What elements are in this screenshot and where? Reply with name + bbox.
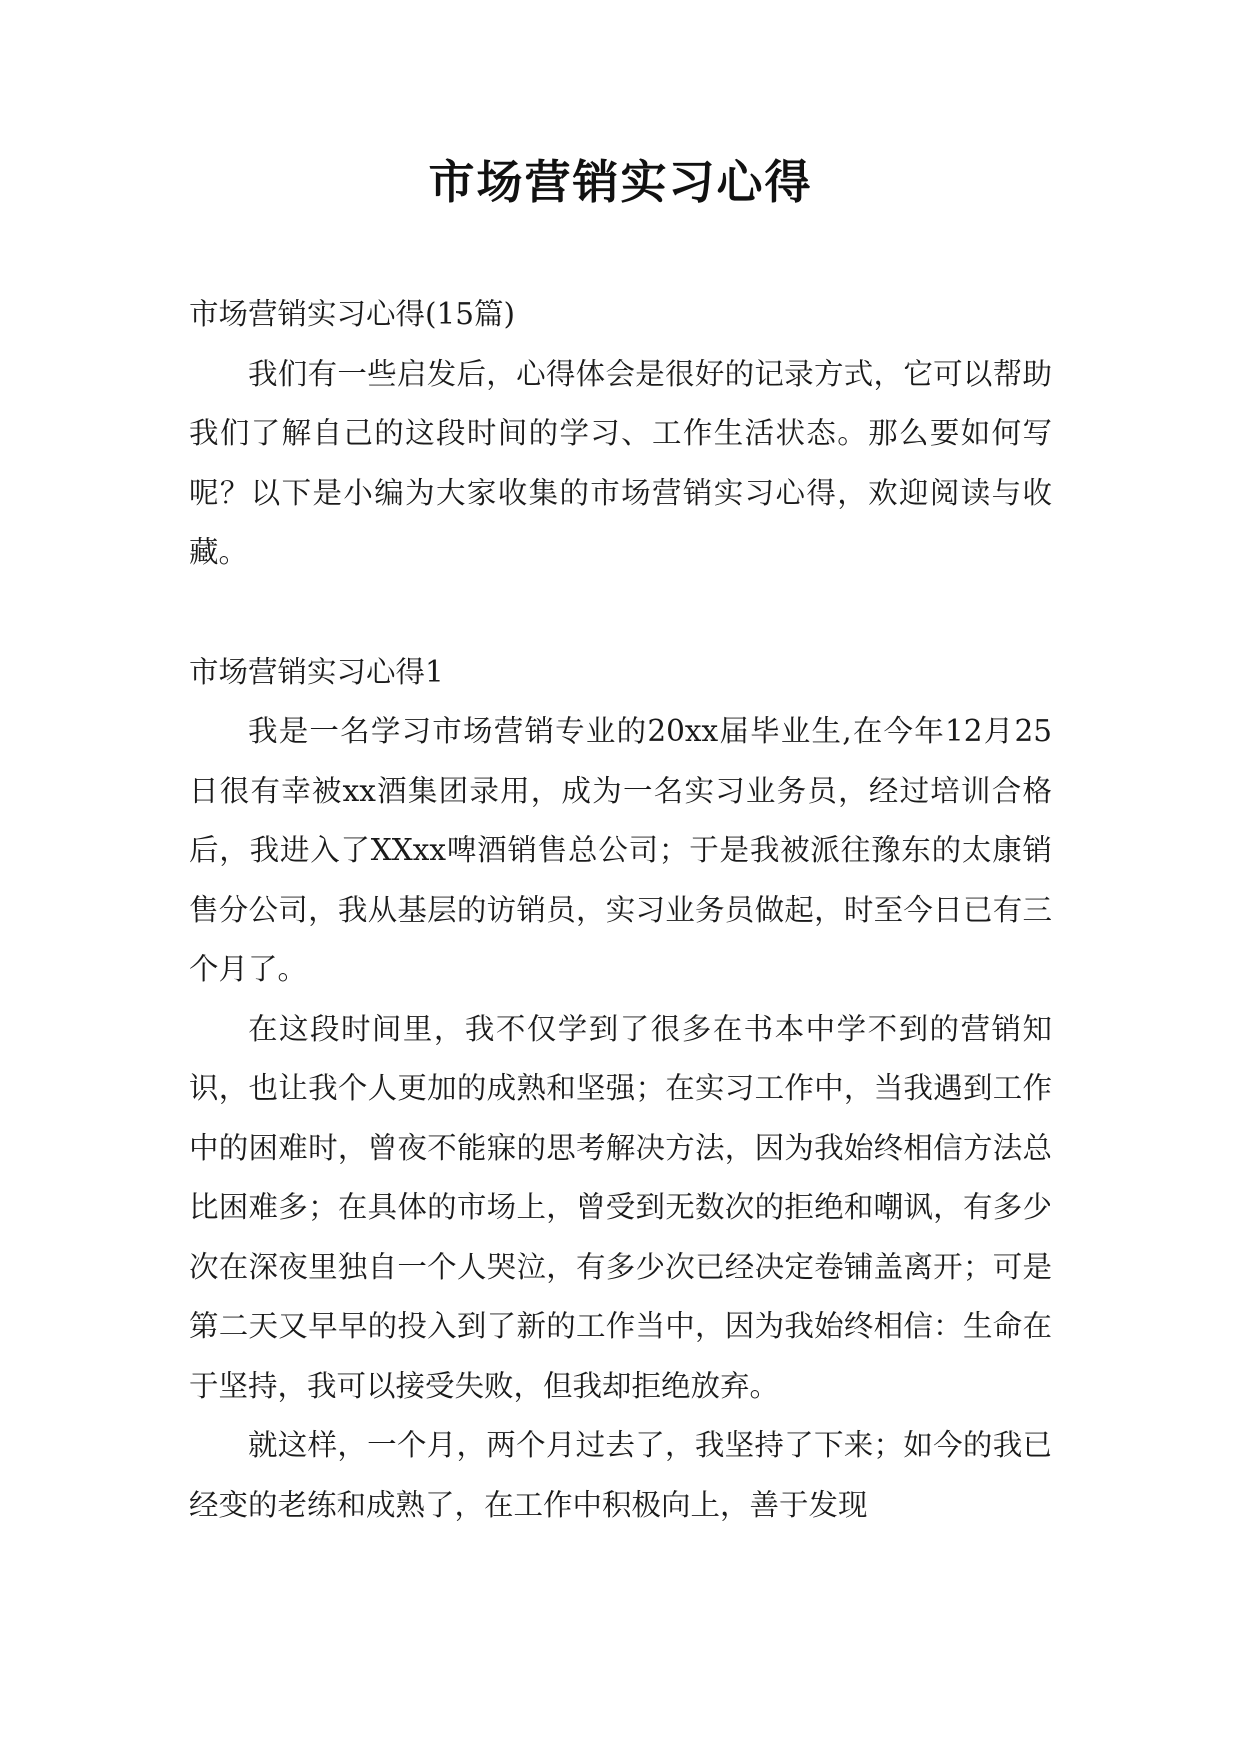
- document-body: [189, 285, 1052, 1535]
- section-spacer: [189, 583, 1052, 643]
- body-paragraph: 我是一名学习市场营销专业的20xx届毕业生,在今年12月25日很有幸被xx酒集团录用，成为一名实习业务员，经过培训合格后，我进入了XXxx啤酒销售总公司；于是我被派往豫东的太康销售分公司，我从基层的访销员，实习业务员做起，时至今日已有三个月了。: [189, 714, 1052, 986]
- intro-paragraph: 我们有一些启发后，心得体会是很好的记录方式，它可以帮助我们了解自己的这段时间的学习、工作生活状态。那么要如何写呢？以下是小编为大家收集的市场营销实习心得，欢迎阅读与收藏。: [189, 356, 1052, 569]
- section-heading: 市场营销实习心得1: [189, 654, 444, 689]
- document-title: 市场营销实习心得: [428, 155, 813, 209]
- body-paragraph: 就这样，一个月，两个月过去了，我坚持了下来；如今的我已经变的老练和成熟了，在工作中积极向上，善于发现: [189, 1428, 1052, 1522]
- document-subtitle: 市场营销实习心得(15篇): [189, 297, 516, 331]
- body-paragraph: 在这段时间里，我不仅学到了很多在书本中学不到的营销知识，也让我个人更加的成熟和坚强；在实习工作中，当我遇到工作中的困难时，曾夜不能寐的思考解决方法，因为我始终相信方法总比困难多；在具体的市场上，曾受到无数次的拒绝和嘲讽，有多少次在深夜里独自一个人哭泣，有多少次已经决定卷铺盖离开；可是第二天又早早的投入到了新的工作当中，因为我始终相信：生命在于坚持，我可以接受失败，但我却拒绝放弃。: [189, 1011, 1052, 1403]
